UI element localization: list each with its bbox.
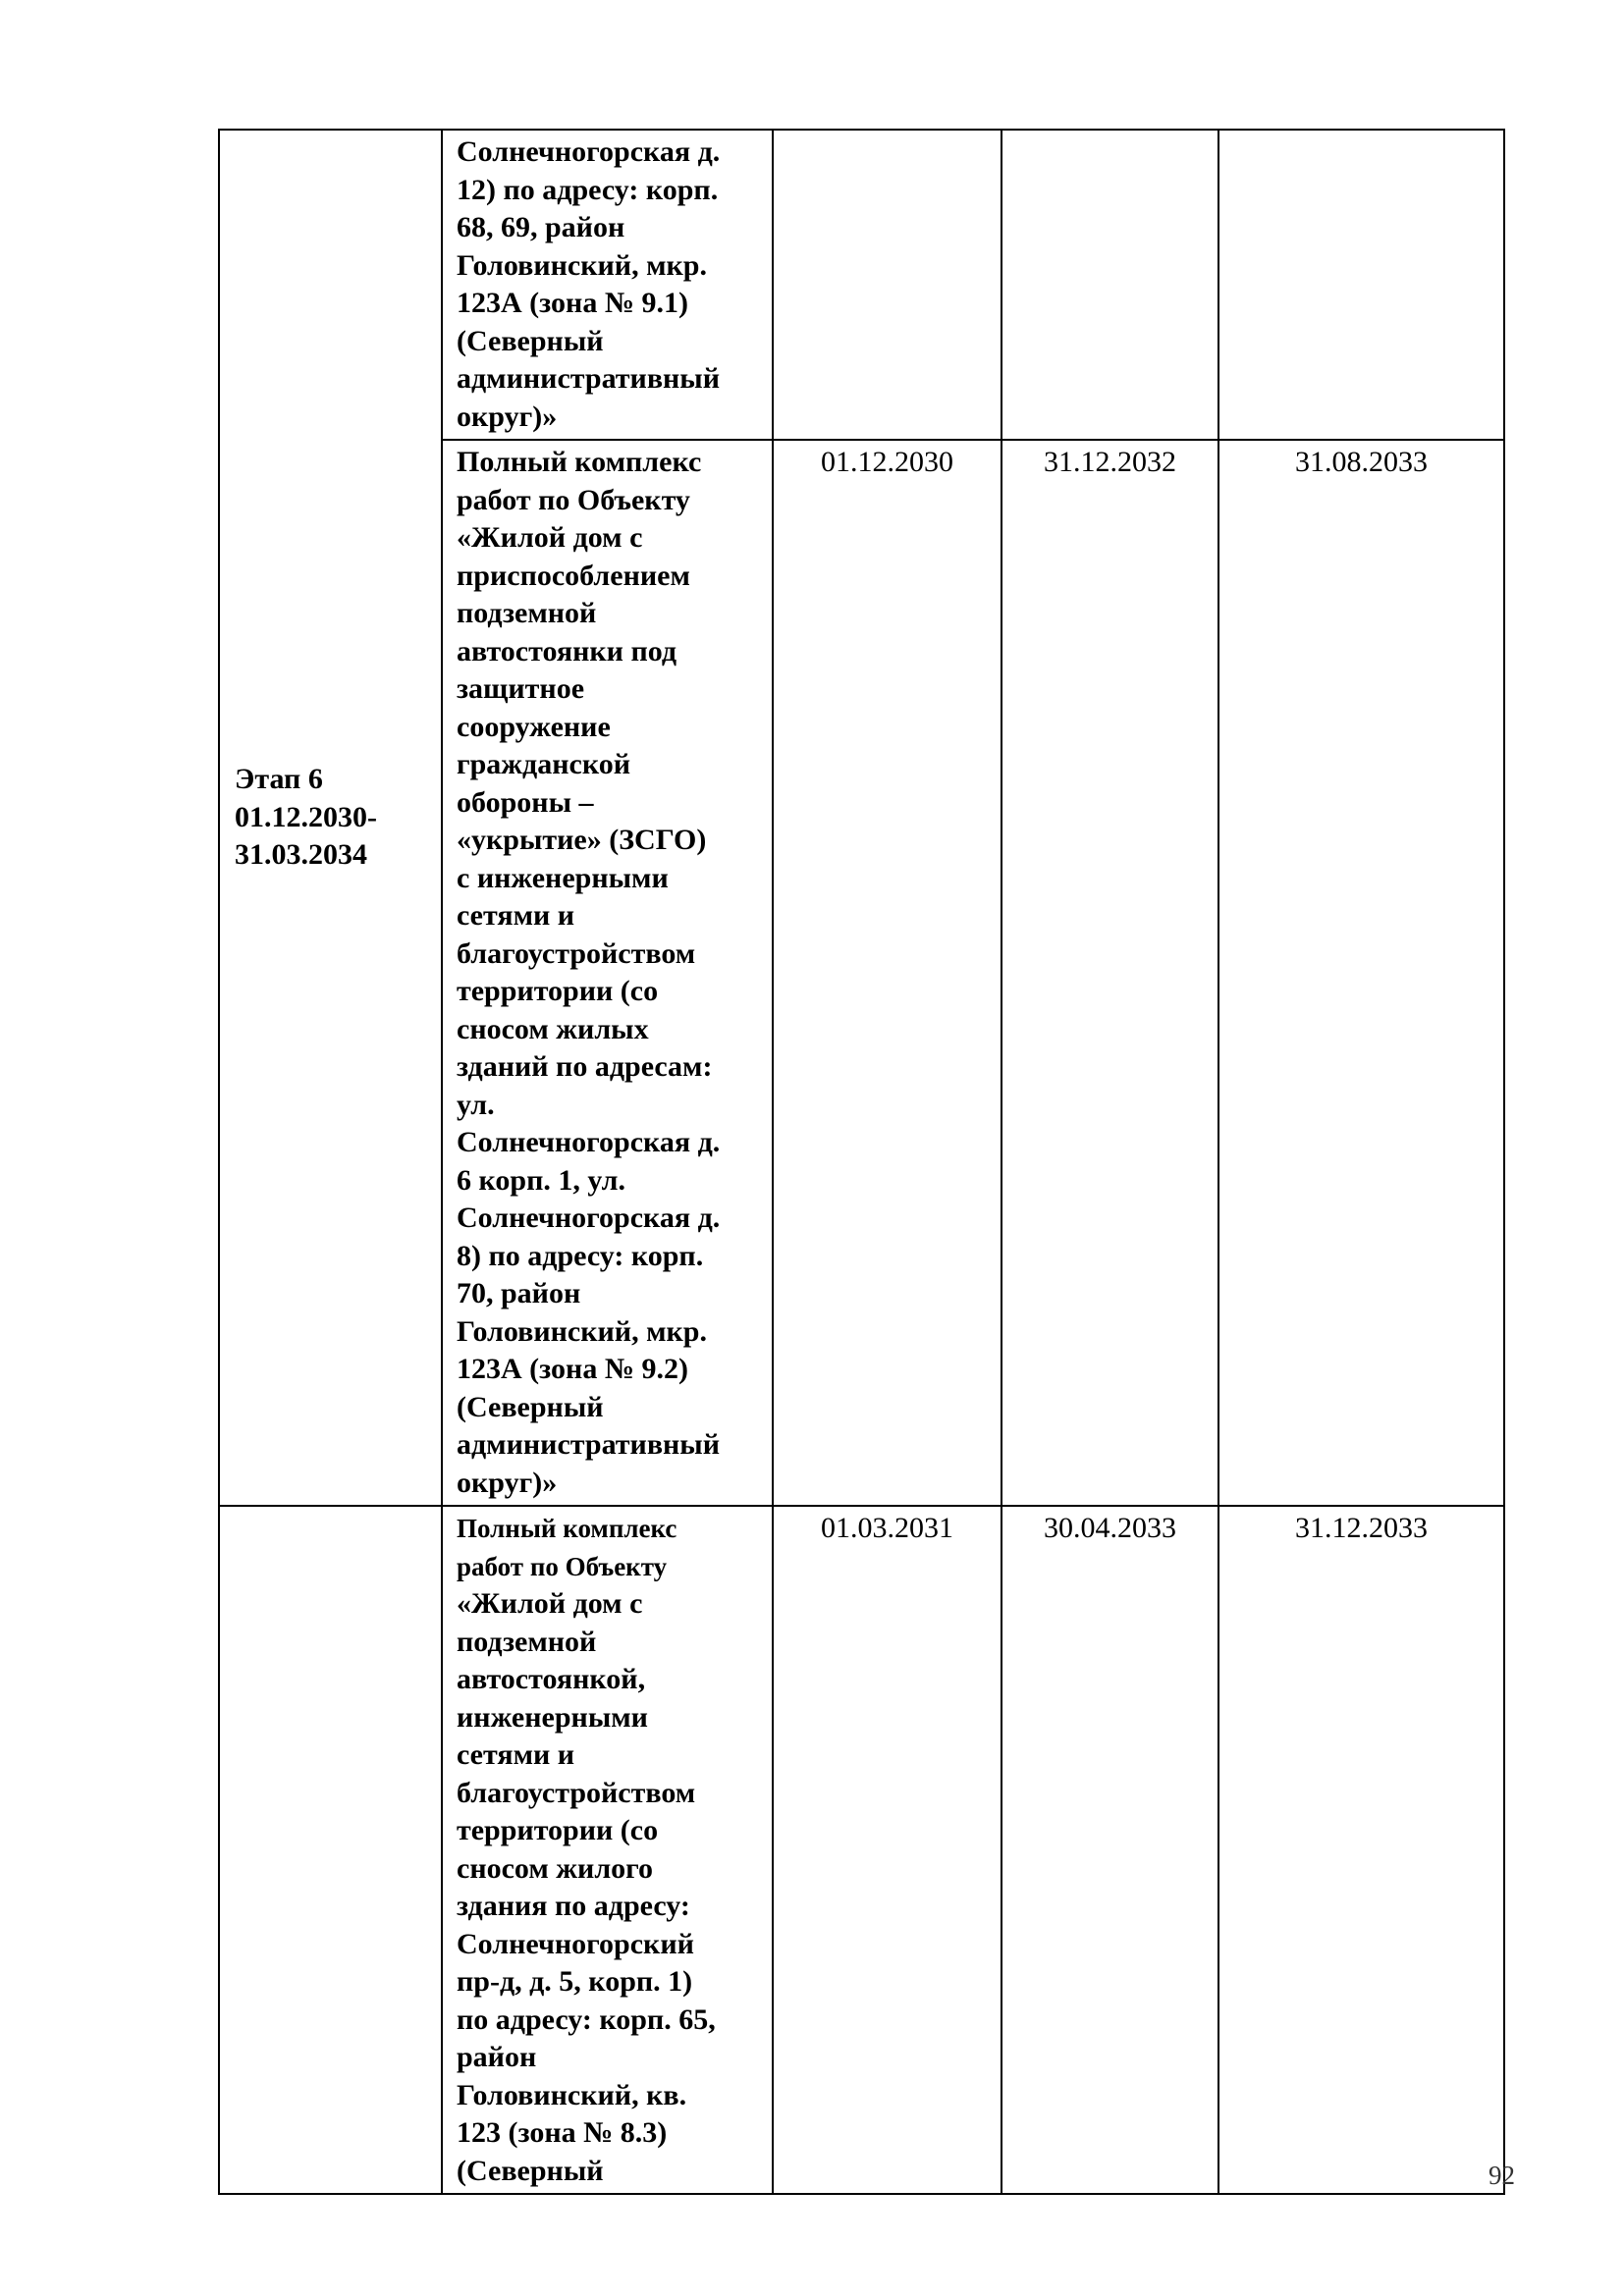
start-date: 01.12.2030	[773, 440, 1001, 1506]
deadline-date: 31.12.2033	[1218, 1506, 1504, 2194]
stage-cell-empty	[219, 1506, 442, 2194]
deadline-date	[1218, 130, 1504, 440]
end-date: 30.04.2033	[1001, 1506, 1218, 2194]
schedule-table	[218, 129, 1505, 2195]
object-description: Солнечногорская д. 12) по адресу: корп. 68, 69, район Головинский, мкр. 123А (зона № 9.1) (Северный административный округ)»	[442, 130, 773, 440]
start-date	[773, 130, 1001, 440]
deadline-date: 31.08.2033	[1218, 440, 1504, 1506]
stage-period-end: 31.03.2034	[235, 838, 367, 872]
object-description: Полный комплекс работ по Объекту «Жилой дом с подземной автостоянкой, инженерными сетями и благоустройством территории (со сносом жилого здания по адресу: Солнечногорский пр-д, д. 5, корп. 1) по адресу: корп. 65, район Головинский, кв. 123 (зона № 8.3) (Северный	[442, 1506, 773, 2194]
start-date: 01.03.2031	[773, 1506, 1001, 2194]
end-date: 31.12.2032	[1001, 440, 1218, 1506]
stage-cell	[219, 130, 442, 1506]
stage-period-start: 01.12.2030-	[235, 800, 377, 833]
end-date	[1001, 130, 1218, 440]
table-row	[219, 1506, 1504, 2194]
table-row	[219, 130, 1504, 440]
page-number: 92	[1489, 2161, 1515, 2190]
object-description: Полный комплекс работ по Объекту «Жилой дом с приспособлением подземной автостоянки под защитное сооружение гражданской обороны – «укрытие» (ЗСГО) с инженерными сетями и благоустройством территории (со сносом жилых зданий по адресам: ул. Солнечногорская д. 6 корп. 1, ул. Солнечногорская д. 8) по адресу: корп. 70, район Головинский, мкр. 123А (зона № 9.2) (Северный административный округ)»	[442, 440, 773, 1506]
stage-name: Этап 6	[235, 763, 323, 796]
